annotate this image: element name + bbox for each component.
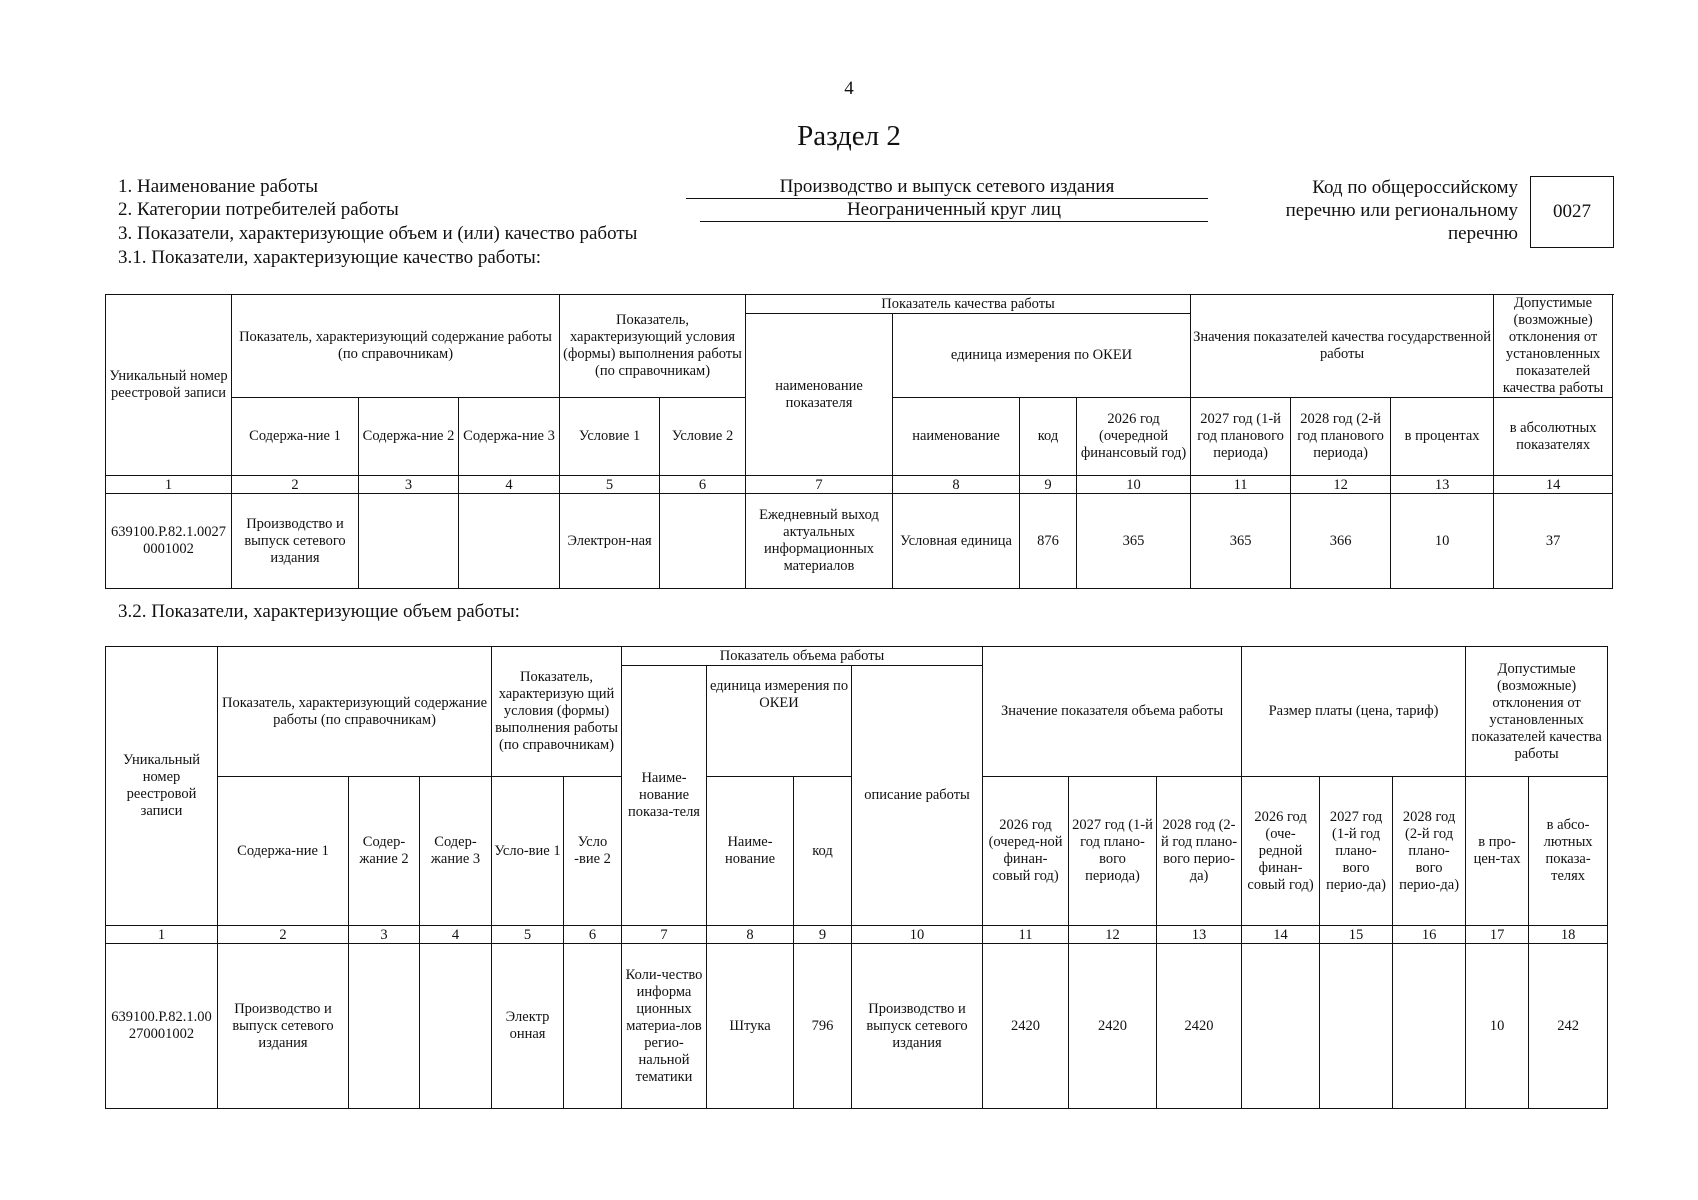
cell-value-2026: 2420 xyxy=(983,944,1069,1109)
column-number: 12 xyxy=(1069,926,1157,944)
column-number: 13 xyxy=(1391,476,1494,494)
header-indicator-name: наименование показателя xyxy=(746,314,893,476)
page-number: 4 xyxy=(844,78,854,99)
column-number: 16 xyxy=(1393,926,1466,944)
column-number: 8 xyxy=(893,476,1020,494)
header-content-1: Содержа-ние 1 xyxy=(232,398,359,476)
cell-unit-name: Условная единица xyxy=(893,494,1020,589)
cell-content-2 xyxy=(349,944,420,1109)
column-number: 8 xyxy=(707,926,794,944)
quality-section-label: 3.1. Показатели, характеризующие качество работы: xyxy=(118,247,542,268)
header-quality-group: Показатель качества работы xyxy=(746,295,1191,314)
cell-unit-code: 876 xyxy=(1020,494,1077,589)
cell-content-2 xyxy=(359,494,459,589)
cell-unique-number: 639100.Р.82.1.00270001002 xyxy=(106,944,218,1109)
header-unit-group: единица измерения по ОКЕИ xyxy=(893,314,1191,398)
header-value-2028: 2028 год (2-й год плано-вого перио-да) xyxy=(1157,777,1242,926)
header-fee-group: Размер платы (цена, тариф) xyxy=(1242,647,1466,777)
header-unit-group: единица измерения по ОКЕИ xyxy=(707,666,852,777)
header-fee-2026: 2026 год (оче-редной финан-совый год) xyxy=(1242,777,1320,926)
cell-indicator-name: Ежедневный выход актуальных информационных материалов xyxy=(746,494,893,589)
header-indicator-name: Наиме-нование показа-теля xyxy=(622,666,707,926)
cell-condition-1: Электрон-ная xyxy=(560,494,660,589)
table-row xyxy=(106,944,1608,1109)
quality-table xyxy=(105,294,1613,589)
indicators-label: 3. Показатели, характеризующие объем и (или) качество работы xyxy=(118,223,638,244)
column-number: 4 xyxy=(459,476,560,494)
cell-deviation-absolute: 37 xyxy=(1494,494,1613,589)
work-name-value: Производство и выпуск сетевого издания xyxy=(686,176,1208,199)
cell-condition-2 xyxy=(564,944,622,1109)
header-year-2026: 2026 год (очередной финансовый год) xyxy=(1077,398,1191,476)
column-number: 11 xyxy=(983,926,1069,944)
cell-fee-2028 xyxy=(1393,944,1466,1109)
header-deviation-percent: в про-цен-тах xyxy=(1466,777,1529,926)
column-number: 9 xyxy=(794,926,852,944)
consumers-value: Неограниченный круг лиц xyxy=(700,199,1208,222)
header-condition-2: Усло -вие 2 xyxy=(564,777,622,926)
column-number: 13 xyxy=(1157,926,1242,944)
column-number: 6 xyxy=(564,926,622,944)
cell-year-2028: 366 xyxy=(1291,494,1391,589)
cell-unit-name: Штука xyxy=(707,944,794,1109)
header-values-group: Значение показателя объема работы xyxy=(983,647,1242,777)
header-unit-name: Наиме-нование xyxy=(707,777,794,926)
header-content-group: Показатель, характеризующий содержание работы (по справочникам) xyxy=(218,647,492,777)
column-number: 1 xyxy=(106,476,232,494)
header-unit-code: код xyxy=(1020,398,1077,476)
header-condition-2: Условие 2 xyxy=(660,398,746,476)
column-number: 7 xyxy=(746,476,893,494)
header-content-1: Содержа-ние 1 xyxy=(218,777,349,926)
header-year-2028: 2028 год (2-й год планового периода) xyxy=(1291,398,1391,476)
header-unique-number: Уникальный номер реестровой записи xyxy=(106,295,232,476)
header-conditions-group: Показатель, характеризующий условия (формы) выполнения работы (по справочникам) xyxy=(560,295,746,398)
cell-content-3 xyxy=(420,944,492,1109)
cell-condition-1: Электр онная xyxy=(492,944,564,1109)
section-title: Раздел 2 xyxy=(797,120,901,152)
column-number: 6 xyxy=(660,476,746,494)
cell-unique-number: 639100.Р.82.1.00270001002 xyxy=(106,494,232,589)
header-volume-group: Показатель объема работы xyxy=(622,647,983,666)
header-value-2027: 2027 год (1-й год плано-вого периода) xyxy=(1069,777,1157,926)
column-number: 5 xyxy=(560,476,660,494)
column-number: 4 xyxy=(420,926,492,944)
code-label: Код по общероссийскому перечню или региональному перечню xyxy=(1285,177,1518,244)
cell-value-2027: 2420 xyxy=(1069,944,1157,1109)
column-number: 10 xyxy=(852,926,983,944)
cell-fee-2027 xyxy=(1320,944,1393,1109)
header-deviations-group: Допустимые (возможные) отклонения от установленных показателей качества работы xyxy=(1466,647,1608,777)
column-number: 14 xyxy=(1242,926,1320,944)
column-number: 12 xyxy=(1291,476,1391,494)
cell-fee-2026 xyxy=(1242,944,1320,1109)
cell-content-3 xyxy=(459,494,560,589)
column-number: 9 xyxy=(1020,476,1077,494)
header-deviation-absolute: в абсолютных показателях xyxy=(1494,398,1613,476)
header-fee-2028: 2028 год (2-й год плано-вого перио-да) xyxy=(1393,777,1466,926)
cell-year-2026: 365 xyxy=(1077,494,1191,589)
column-number: 11 xyxy=(1191,476,1291,494)
header-conditions-group: Показатель, характеризую щий условия (формы) выполнения работы (по справочникам) xyxy=(492,647,622,777)
column-number: 7 xyxy=(622,926,707,944)
column-number: 18 xyxy=(1529,926,1608,944)
header-description: описание работы xyxy=(852,666,983,926)
header-unique-number: Уникальный номер реестровой записи xyxy=(106,647,218,926)
header-condition-1: Усло-вие 1 xyxy=(492,777,564,926)
cell-deviation-absolute: 242 xyxy=(1529,944,1608,1109)
column-number: 1 xyxy=(106,926,218,944)
header-year-2027: 2027 год (1-й год планового периода) xyxy=(1191,398,1291,476)
header-content-2: Содер-жание 2 xyxy=(349,777,420,926)
header-deviation-absolute: в абсо-лютных показа-телях xyxy=(1529,777,1608,926)
column-number: 17 xyxy=(1466,926,1529,944)
header-fee-2027: 2027 год (1-й год плано-вого перио-да) xyxy=(1320,777,1393,926)
column-number: 5 xyxy=(492,926,564,944)
cell-content-1: Производство и выпуск сетевого издания xyxy=(232,494,359,589)
column-number: 3 xyxy=(349,926,420,944)
column-number: 15 xyxy=(1320,926,1393,944)
cell-deviation-percent: 10 xyxy=(1391,494,1494,589)
header-content-3: Содержа-ние 3 xyxy=(459,398,560,476)
cell-content-1: Производство и выпуск сетевого издания xyxy=(218,944,349,1109)
cell-deviation-percent: 10 xyxy=(1466,944,1529,1109)
cell-indicator-name: Коли-чество информа ционных материа-лов регио-нальной тематики xyxy=(622,944,707,1109)
cell-year-2027: 365 xyxy=(1191,494,1291,589)
cell-unit-code: 796 xyxy=(794,944,852,1109)
header-values-group: Значения показателей качества государственной работы xyxy=(1191,295,1494,398)
header-unit-code: код xyxy=(794,777,852,926)
volume-section-label: 3.2. Показатели, характеризующие объем работы: xyxy=(118,601,520,622)
header-content-2: Содержа-ние 2 xyxy=(359,398,459,476)
header-content-3: Содер-жание 3 xyxy=(420,777,492,926)
header-content-group: Показатель, характеризующий содержание работы (по справочникам) xyxy=(232,295,560,398)
column-number: 10 xyxy=(1077,476,1191,494)
cell-description: Производство и выпуск сетевого издания xyxy=(852,944,983,1109)
column-number: 14 xyxy=(1494,476,1613,494)
cell-condition-2 xyxy=(660,494,746,589)
work-name-label: 1. Наименование работы xyxy=(118,176,319,197)
volume-table xyxy=(105,646,1608,1109)
header-deviations-group: Допустимые (возможные) отклонения от установленных показателей качества работы xyxy=(1494,295,1613,398)
registry-code-box: 0027 xyxy=(1530,176,1614,248)
header-value-2026: 2026 год (очеред-ной финан-совый год) xyxy=(983,777,1069,926)
consumers-label: 2. Категории потребителей работы xyxy=(118,199,399,220)
header-deviation-percent: в процентах xyxy=(1391,398,1494,476)
table-row xyxy=(106,494,1613,589)
column-number: 3 xyxy=(359,476,459,494)
header-condition-1: Условие 1 xyxy=(560,398,660,476)
column-number: 2 xyxy=(232,476,359,494)
cell-value-2028: 2420 xyxy=(1157,944,1242,1109)
header-unit-name: наименование xyxy=(893,398,1020,476)
column-number: 2 xyxy=(218,926,349,944)
